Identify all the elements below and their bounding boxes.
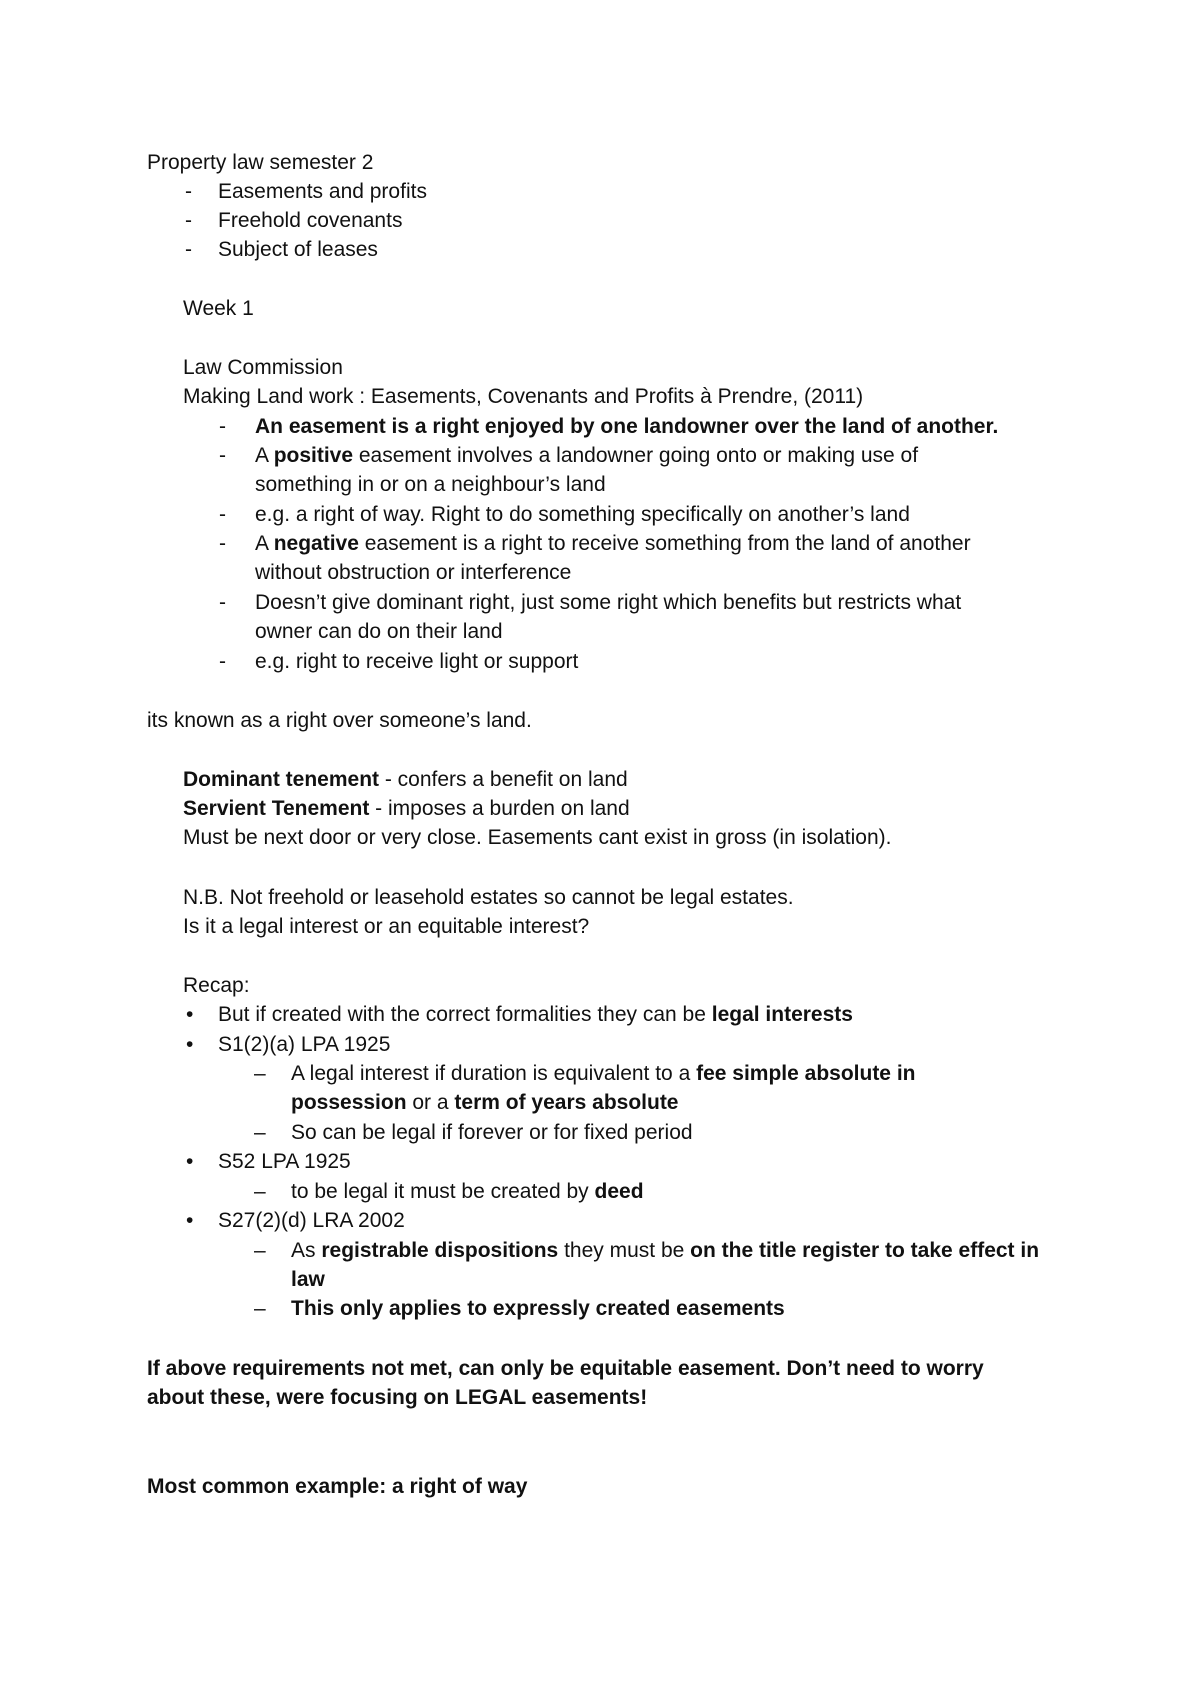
definition-point-continued: owner can do on their land (255, 620, 503, 643)
topic-item: Freehold covenants (218, 209, 403, 232)
definition-point: A positive easement involves a landowner going onto or making use of (255, 444, 919, 467)
bullet-marker: • (186, 1033, 194, 1056)
source-organisation: Law Commission (183, 356, 343, 379)
dominant-tenement-line: Dominant tenement - confers a benefit on land (183, 768, 628, 791)
sub-list-marker: – (254, 1180, 266, 1203)
definition-point: Doesn’t give dominant right, just some right which benefits but restricts what (255, 591, 962, 614)
recap-sub-item: So can be legal if forever or for fixed period (291, 1121, 693, 1144)
bullet-marker: • (186, 1003, 194, 1026)
paragraph: its known as a right over someone’s land. (147, 709, 532, 732)
list-marker: - (219, 591, 226, 614)
recap-sub-item: As registrable dispositions they must be on the title register to take effect in (291, 1239, 1040, 1262)
week-heading: Week 1 (183, 297, 254, 320)
definition-point-continued: without obstruction or interference (255, 561, 572, 584)
definition-point: e.g. a right of way. Right to do something specifically on another’s land (255, 503, 910, 526)
recap-sub-item-continued: possession or a term of years absolute (291, 1091, 679, 1114)
sub-list-marker: – (254, 1121, 266, 1144)
recap-item: S52 LPA 1925 (218, 1150, 351, 1173)
recap-sub-item: A legal interest if duration is equivalent to a fee simple absolute in (291, 1062, 916, 1085)
recap-heading: Recap: (183, 974, 250, 997)
recap-item: But if created with the correct formalities they can be legal interests (218, 1003, 853, 1026)
topic-item: Subject of leases (218, 238, 378, 261)
bullet-marker: • (186, 1150, 194, 1173)
list-marker: - (185, 238, 192, 261)
conclusion-line: If above requirements not met, can only be equitable easement. Don’t need to worry (147, 1357, 984, 1380)
recap-item: S27(2)(d) LRA 2002 (218, 1209, 405, 1232)
paragraph: Must be next door or very close. Easements cant exist in gross (in isolation). (183, 826, 892, 849)
definition-point: A negative easement is a right to receive something from the land of another (255, 532, 971, 555)
recap-item: S1(2)(a) LPA 1925 (218, 1033, 391, 1056)
list-marker: - (219, 503, 226, 526)
paragraph: N.B. Not freehold or leasehold estates so cannot be legal estates. (183, 886, 794, 909)
recap-sub-item-continued: law (291, 1268, 325, 1291)
document-title: Property law semester 2 (147, 151, 374, 174)
recap-sub-item: to be legal it must be created by deed (291, 1180, 644, 1203)
sub-list-marker: – (254, 1239, 266, 1262)
sub-list-marker: – (254, 1297, 266, 1320)
list-marker: - (219, 444, 226, 467)
definition-point-continued: something in or on a neighbour’s land (255, 473, 606, 496)
paragraph: Is it a legal interest or an equitable interest? (183, 915, 590, 938)
topic-item: Easements and profits (218, 180, 427, 203)
bullet-marker: • (186, 1209, 194, 1232)
list-marker: - (219, 532, 226, 555)
source-title: Making Land work : Easements, Covenants and Profits à Prendre, (2011) (183, 385, 864, 408)
list-marker: - (185, 180, 192, 203)
list-marker: - (219, 650, 226, 673)
sub-list-marker: – (254, 1062, 266, 1085)
definition-point: e.g. right to receive light or support (255, 650, 579, 673)
common-example: Most common example: a right of way (147, 1475, 528, 1498)
recap-sub-item: This only applies to expressly created easements (291, 1297, 785, 1320)
servient-tenement-line: Servient Tenement - imposes a burden on land (183, 797, 630, 820)
list-marker: - (219, 415, 226, 438)
definition-point: An easement is a right enjoyed by one landowner over the land of another. (255, 415, 999, 438)
conclusion-line: about these, were focusing on LEGAL easements! (147, 1386, 648, 1409)
list-marker: - (185, 209, 192, 232)
